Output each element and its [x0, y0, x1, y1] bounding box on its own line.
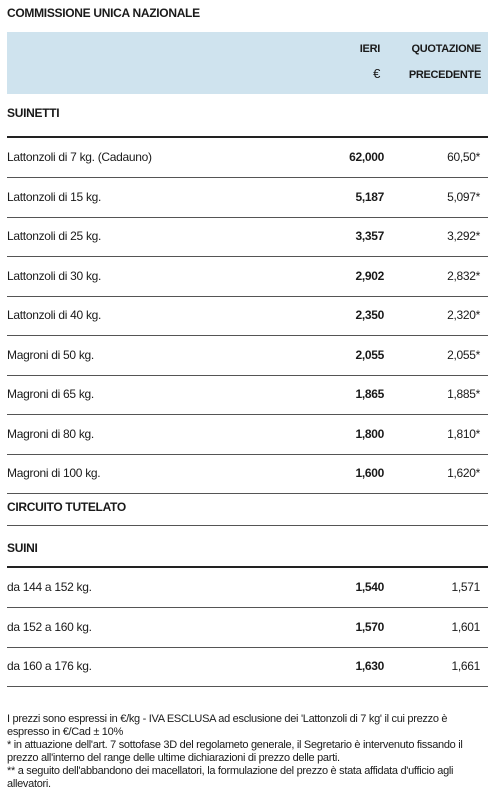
- value-ieri: 1,570: [355, 619, 384, 634]
- value-precedente: 2,055*: [447, 347, 480, 362]
- column-header-ieri: IERI: [359, 43, 380, 55]
- value-ieri: 3,357: [355, 229, 384, 243]
- row-label: Lattonzoli di 7 kg. (Cadauno): [7, 150, 152, 164]
- page-title: COMMISSIONE UNICA NAZIONALE: [7, 6, 200, 20]
- value-precedente: 1,601: [451, 619, 480, 634]
- value-ieri: 5,187: [355, 189, 384, 204]
- table-row: [7, 608, 488, 648]
- row-label: Lattonzoli di 30 kg.: [7, 268, 102, 283]
- footnote: I prezzi sono espressi in €/kg - IVA ESCLUSA ad esclusione dei 'Lattonzoli di 7 kg' il cui prezzo è espresso in €/Cad ± 10%: [7, 713, 448, 738]
- value-ieri: 2,350: [355, 308, 384, 322]
- value-precedente: 60,50*: [447, 150, 480, 164]
- value-precedente: 1,571: [451, 580, 480, 594]
- table-row: [7, 178, 488, 218]
- value-ieri: 1,865: [355, 387, 384, 401]
- value-precedente: 1,810*: [447, 426, 480, 441]
- footnotes: [7, 713, 488, 791]
- row-label: Magroni di 50 kg.: [7, 347, 94, 362]
- value-precedente: 5,097*: [447, 189, 480, 204]
- column-header-quotazione: QUOTAZIONE: [411, 43, 481, 55]
- section-divider: [7, 525, 488, 526]
- value-ieri: 1,630: [355, 659, 384, 673]
- row-label: Magroni di 100 kg.: [7, 466, 101, 480]
- value-precedente: 3,292*: [447, 229, 480, 243]
- value-ieri: 62,000: [349, 150, 384, 164]
- row-label: da 152 a 160 kg.: [7, 619, 92, 634]
- row-label: Lattonzoli di 25 kg.: [7, 229, 102, 243]
- table-row: [7, 257, 488, 297]
- value-ieri: 1,800: [355, 426, 384, 441]
- table-row: [7, 415, 488, 455]
- table-row: [7, 647, 488, 687]
- value-precedente: 2,320*: [447, 308, 480, 322]
- table-row: [7, 454, 488, 494]
- value-ieri: 2,902: [355, 268, 384, 283]
- value-ieri: 2,055: [355, 347, 384, 362]
- value-precedente: 1,661: [451, 659, 480, 673]
- section-title-circuito: CIRCUITO TUTELATO: [7, 500, 126, 514]
- section-title-suinetti: SUINETTI: [7, 106, 60, 120]
- table-row: [7, 296, 488, 336]
- row-label: da 160 a 176 kg.: [7, 659, 92, 673]
- row-label: Lattonzoli di 15 kg.: [7, 189, 102, 204]
- table-row: [7, 375, 488, 415]
- column-header-precedente: PRECEDENTE: [408, 69, 481, 81]
- value-precedente: 2,832*: [447, 268, 480, 283]
- value-ieri: 1,600: [355, 466, 384, 480]
- table-row: [7, 217, 488, 257]
- table-row: [7, 336, 488, 376]
- row-label: Lattonzoli di 40 kg.: [7, 308, 102, 322]
- row-label: Magroni di 80 kg.: [7, 426, 94, 441]
- value-precedente: 1,885*: [447, 387, 480, 401]
- value-precedente: 1,620*: [447, 466, 480, 480]
- column-header-currency: €: [373, 66, 380, 81]
- table-row: [7, 138, 488, 178]
- row-label: Magroni di 65 kg.: [7, 387, 94, 401]
- row-label: da 144 a 152 kg.: [7, 580, 92, 594]
- value-ieri: 1,540: [355, 580, 384, 594]
- table-row: [7, 568, 488, 608]
- section-title-suini: SUINI: [7, 541, 38, 555]
- footnote: * in attuazione dell'art. 7 sottofase 3D del regolameto generale, il Segretario è intervenuto fissando il prezzo all'interno del range delle ultime dichiarazioni di prezzo delle parti.: [7, 739, 463, 764]
- footnote: ** a seguito dell'abbandono dei macellatori, la formulazione del prezzo è stata affidata d'ufficio agli allevatori.: [7, 765, 454, 790]
- table-header: [7, 32, 488, 94]
